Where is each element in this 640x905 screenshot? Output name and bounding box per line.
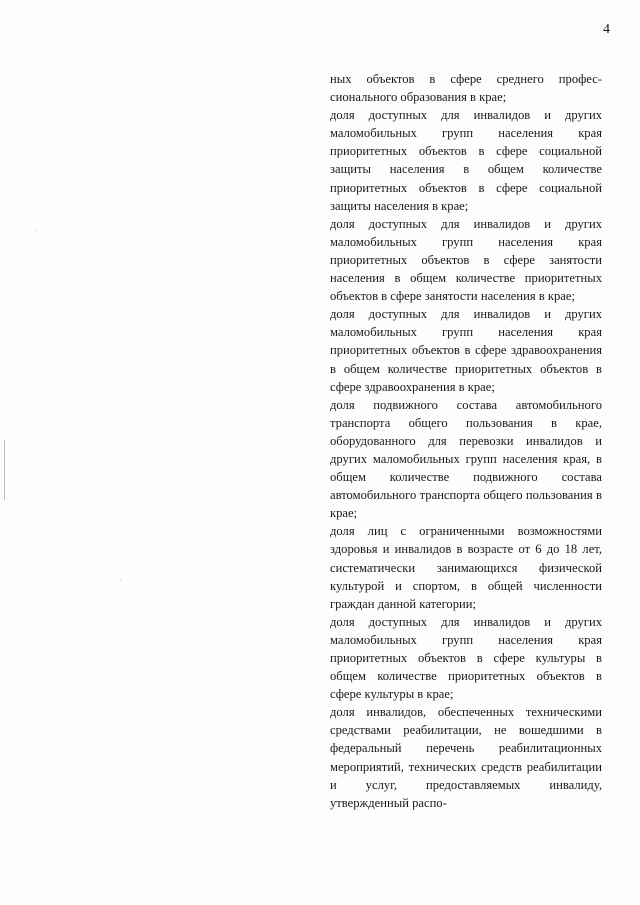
paragraph: доля подвижного состава автомобильного транспорта общего пользования в крае, оборудованного для перевозки инвалидов и других маломобильных групп населения края, в общем количестве подвижного состава автомобильного транспорта общего пользования в крае;	[330, 397, 602, 521]
document-body	[330, 70, 602, 812]
paragraph: доля инвалидов, обеспеченных техническими средствами реабилитации, не вошедшими в федеральный перечень реабилитационных мероприятий, технических средств реабилитации и услуг, предоставляемых инвалиду, утвержденный распо-	[330, 705, 602, 810]
paragraph: доля лиц с ограниченными возможностями здоровья и инвалидов в возрасте от 6 до 18 лет, систематически занимающихся физической культурой и спортом, в общей численности граждан данной категории;	[330, 524, 602, 611]
paragraph: доля доступных для инвалидов и других маломобильных групп населения края приоритетных объектов в сфере занятости населения в общем количестве приоритетных объектов в сфере занятости населения в крае;	[330, 216, 602, 304]
scan-artifact	[120, 580, 121, 581]
page-number: 4	[603, 22, 610, 37]
paragraph: ных объектов в сфере среднего профессионального образования в крае;	[330, 72, 602, 105]
paragraph: доля доступных для инвалидов и других маломобильных групп населения края приоритетных объектов в сфере культуры в общем количестве приоритетных объектов в сфере культуры в крае;	[330, 614, 602, 702]
scan-artifact	[4, 440, 5, 500]
paragraph: доля доступных для инвалидов и других маломобильных групп населения края приоритетных объектов в сфере социальной защиты населения в общем количестве приоритетных объектов в сфере социальной защиты населения в крае;	[330, 108, 602, 213]
paragraph: доля доступных для инвалидов и других маломобильных групп населения края приоритетных объектов в сфере здравоохранения в общем количестве приоритетных объектов в сфере здравоохранения в крае;	[330, 307, 602, 394]
scan-artifact	[36, 230, 37, 231]
